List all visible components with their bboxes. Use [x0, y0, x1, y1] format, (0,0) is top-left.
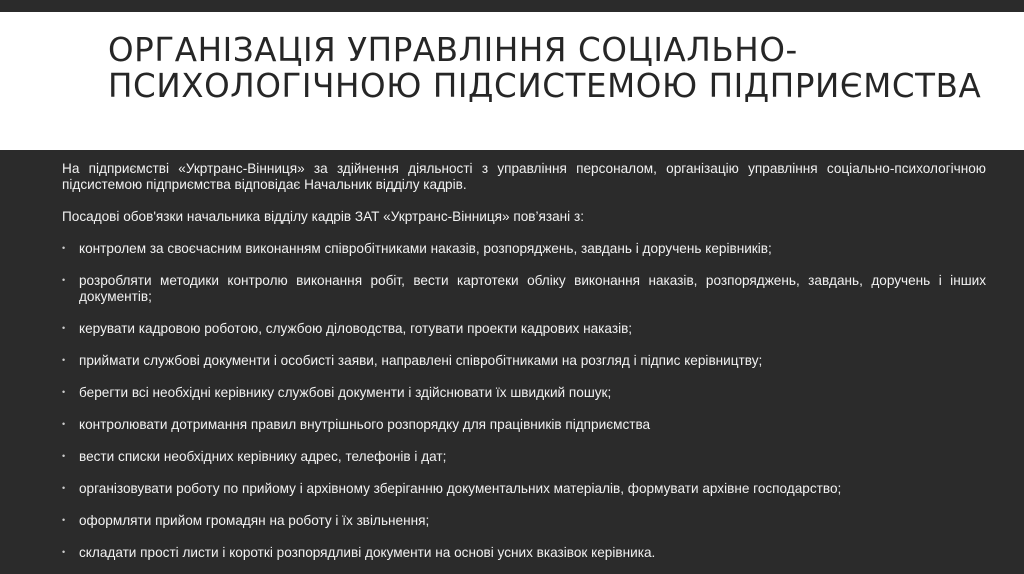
duty-text: оформляти прийом громадян на роботу і їх звільнення;: [79, 513, 430, 528]
duty-text: контролем за своєчасним виконанням співробітниками наказів, розпоряджень, завдань і доручень керівників;: [79, 241, 772, 256]
intro-paragraph: На підприємстві «Укртранс-Вінниця» за здійнення діяльності з управління персоналом, організацію управління соціально-психологічною підсистемою підприємства відповідає Начальник відділу кадрів.: [62, 161, 986, 192]
list-item: [62, 449, 986, 465]
list-item: [62, 353, 986, 369]
list-item: [62, 481, 986, 497]
list-item: [62, 273, 986, 305]
bullet-icon: •: [62, 323, 66, 333]
duty-text: вести списки необхідних керівнику адрес, телефонів і дат;: [79, 449, 447, 464]
duty-text: організовувати роботу по прийому і архівному зберіганню документальних матеріалів, формувати архівне господарство;: [79, 481, 842, 496]
bullet-icon: •: [62, 483, 66, 493]
slide-content: [62, 161, 986, 574]
list-item: [62, 321, 986, 337]
slide-title: ОРГАНІЗАЦІЯ УПРАВЛІННЯ СОЦІАЛЬНО-ПСИХОЛОГІЧНОЮ ПІДСИСТЕМОЮ ПІДПРИЄМСТВА: [108, 31, 982, 105]
bullet-icon: •: [62, 515, 66, 525]
duty-text: складати прості листи і короткі розпорядливі документи на основі усних вказівок керівника.: [79, 545, 656, 560]
duties-list: [62, 241, 986, 561]
list-item: [62, 513, 986, 529]
title-band: [0, 12, 1024, 150]
list-item: [62, 545, 986, 561]
duty-text: берегти всі необхідні керівнику службові документи і здійснювати їх швидкий пошук;: [79, 385, 612, 400]
list-item: [62, 417, 986, 433]
duty-text: керувати кадровою роботою, службою діловодства, готувати проекти кадрових наказів;: [79, 321, 633, 336]
list-item: [62, 385, 986, 401]
bullet-icon: •: [62, 387, 66, 397]
duty-text: приймати службові документи і особисті заяви, направлені співробітниками на розгляд і підпис керівництву;: [79, 353, 763, 368]
list-item: [62, 241, 986, 257]
top-bar: [0, 0, 1024, 12]
bullet-icon: •: [62, 275, 66, 285]
bullet-icon: •: [62, 547, 66, 557]
duties-lead: Посадові обов'язки начальника відділу кадрів ЗАТ «Укртранс-Вінниця» пов’язані з:: [62, 209, 584, 224]
bullet-icon: •: [62, 419, 66, 429]
duty-text: розробляти методики контролю виконання робіт, вести картотеки обліку виконання наказів, розпоряджень, завдань, доручень і інших документів;: [79, 273, 986, 304]
bullet-icon: •: [62, 451, 66, 461]
bullet-icon: •: [62, 243, 66, 253]
duty-text: контролювати дотримання правил внутрішнього розпорядку для працівників підприємства: [79, 417, 651, 432]
bullet-icon: •: [62, 355, 66, 365]
